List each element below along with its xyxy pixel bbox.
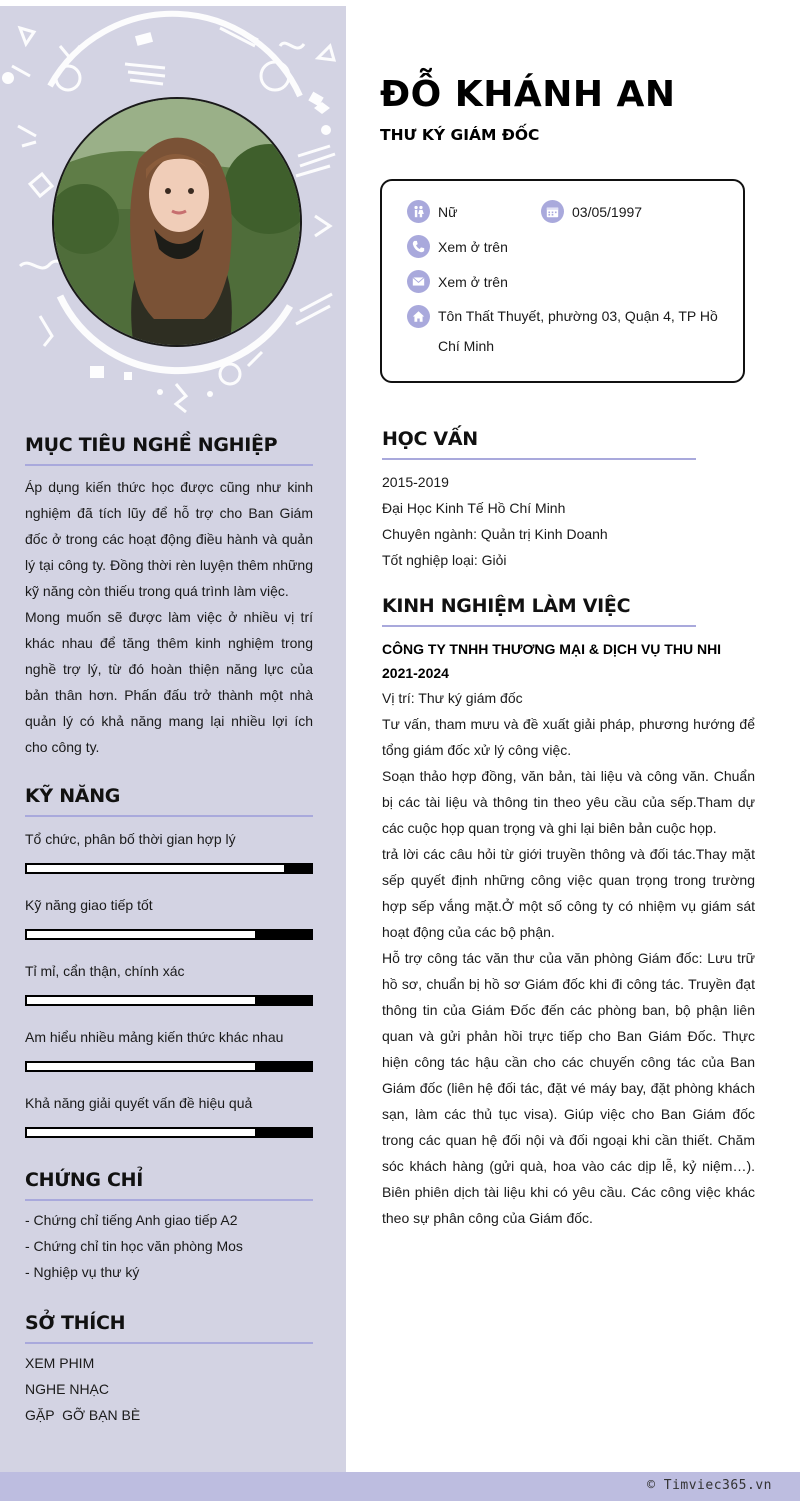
education-section — [382, 428, 755, 573]
education-line: 2015-2019 — [382, 474, 449, 490]
address-line: Tôn Thất Thuyết, phường 03, Quận 4, TP Hồ — [438, 308, 718, 324]
email-row — [407, 270, 508, 293]
skill-item — [25, 1029, 313, 1072]
skill-level-fill — [27, 997, 255, 1004]
footer — [0, 1472, 800, 1501]
certificates-title: CHỨNG CHỈ — [25, 1169, 313, 1201]
skill-item — [25, 897, 313, 940]
experience-paragraph: Soạn thảo hợp đồng, văn bản, tài liệu và công văn. Chuẩn bị các tài liệu và thông tin theo yêu cầu của sếp.Tham dự các cuộc họp quan trọng và ghi lại biên bản cuộc họp. — [382, 768, 755, 836]
gender-icon — [407, 200, 430, 223]
sidebar — [0, 6, 346, 1472]
hobbies-title: SỞ THÍCH — [25, 1312, 313, 1344]
hobby-item: NGHE NHẠC — [25, 1381, 110, 1397]
skill-item — [25, 831, 313, 874]
phone-icon — [407, 235, 430, 258]
objective-paragraph: Áp dụng kiến thức học được cũng như kinh nghiệm đã tích lũy để hỗ trợ cho Ban Giám đốc ở trong các hoạt động điều hành và quản lý tại công ty. Đồng thời rèn luyện thêm những kỹ năng còn thiếu trong quá trình làm việc. — [25, 479, 313, 599]
candidate-name: ĐỖ KHÁNH AN — [380, 74, 676, 115]
birthdate-row — [541, 200, 642, 223]
skill-level-bar — [25, 1127, 313, 1138]
skill-level-fill — [27, 931, 255, 938]
address-line: Chí Minh — [438, 338, 495, 354]
skill-level-bar — [25, 863, 313, 874]
gender-row — [407, 200, 457, 223]
skills-title: KỸ NĂNG — [25, 785, 313, 817]
hobbies-section — [25, 1312, 313, 1428]
experience-paragraph: Tư vấn, tham mưu và đề xuất giải pháp, phương hướng để tổng giám đốc xử lý công việc. — [382, 716, 755, 758]
portrait-photo-icon — [54, 99, 302, 347]
certificate-item: - Chứng chỉ tin học văn phòng Mos — [25, 1238, 243, 1254]
hobby-item: XEM PHIM — [25, 1355, 95, 1371]
objective-section — [25, 434, 313, 760]
work-position: Vị trí: Thư ký giám đốc — [382, 690, 523, 706]
envelope-icon — [407, 270, 430, 293]
certificates-section — [25, 1169, 313, 1285]
avatar — [52, 97, 302, 347]
footer-credit: © Timviec365.vn — [647, 1478, 772, 1493]
skill-label: Tỉ mỉ, cẩn thận, chính xác — [25, 963, 185, 979]
education-line: Chuyên ngành: Quản trị Kinh Doanh — [382, 526, 608, 542]
experience-section — [382, 595, 755, 1231]
skill-item — [25, 1095, 313, 1138]
skill-level-fill — [27, 1063, 255, 1070]
experience-paragraph: trả lời các câu hỏi từ giới truyền thông và đối tác.Thay mặt sếp quyết định những công việc quan trọng trong trường hợp sếp vắng mặt.Ở một số công ty có nhiệm vụ giám sát hoạt động của các bộ phận. — [382, 846, 755, 940]
skill-level-fill — [27, 1129, 255, 1136]
education-line: Tốt nghiệp loại: Giỏi — [382, 552, 507, 568]
skill-label: Tổ chức, phân bố thời gian hợp lý — [25, 831, 236, 847]
skills-section — [25, 785, 313, 1138]
skill-label: Kỹ năng giao tiếp tốt — [25, 897, 153, 913]
experience-paragraph: Hỗ trợ công tác văn thư của văn phòng Giám đốc: Lưu trữ hồ sơ, chuẩn bị hồ sơ Giám đốc khi đi công tác. Truyền đạt thông tin của Giám Đốc đến các phòng ban, bộ phận liên quan và gửi phản hồi trực tiếp cho Ban Giám Đốc. Thực hiện công tác hậu cần cho các chuyến công tác của Ban Giám đốc (liên hệ đối tác, đặt vé máy bay, đặt phòng khách sạn, làm các thủ tục visa). Giúp việc cho Ban Giám đốc trong các quan hệ đối nội và đối ngoại khi cần thiết. Chăm sóc khách hàng (gửi quà, hoa vào các dịp lễ, kỷ niệm…). Biên phiên dịch tài liệu khi có yêu cầu. Các công việc khác theo sự phân công của Giám đốc. — [382, 950, 755, 1226]
certificate-item: - Nghiệp vụ thư ký — [25, 1264, 140, 1280]
education-title: HỌC VẤN — [382, 428, 696, 460]
birthdate-value: 03/05/1997 — [572, 203, 643, 220]
objective-title: MỤC TIÊU NGHỀ NGHIỆP — [25, 434, 313, 466]
certificate-item: - Chứng chỉ tiếng Anh giao tiếp A2 — [25, 1212, 238, 1228]
job-title: THƯ KÝ GIÁM ĐỐC — [380, 126, 540, 144]
skill-label: Khả năng giải quyết vấn đề hiệu quả — [25, 1095, 253, 1111]
skill-item — [25, 963, 313, 1006]
objective-paragraph: Mong muốn sẽ được làm việc ở nhiều vị trí khác nhau để tăng thêm kinh nghiệm trong nghề trợ lý, từ đó hoàn thiện năng lực của bản thân hơn. Phấn đấu trở thành một nhà quản lý có khả năng mang lại nhiều lợi ích cho công ty. — [25, 609, 313, 755]
address-row — [407, 305, 727, 361]
skill-label: Am hiểu nhiều mảng kiến thức khác nhau — [25, 1029, 284, 1045]
phone-row — [407, 235, 508, 258]
calendar-icon — [541, 200, 564, 223]
skill-level-bar — [25, 995, 313, 1006]
gender-value: Nữ — [438, 203, 458, 220]
phone-value: Xem ở trên — [438, 238, 508, 255]
hobby-item: GẶP GỠ BẠN BÈ — [25, 1407, 141, 1423]
home-icon — [407, 305, 430, 328]
contact-card — [380, 179, 745, 383]
email-value: Xem ở trên — [438, 273, 508, 290]
skill-level-bar — [25, 929, 313, 940]
company-name: CÔNG TY TNHH THƯƠNG MẠI & DỊCH VỤ THU NHI — [382, 641, 722, 657]
skill-level-bar — [25, 1061, 313, 1072]
education-line: Đại Học Kinh Tế Hồ Chí Minh — [382, 500, 566, 516]
experience-title: KINH NGHIỆM LÀM VIỆC — [382, 595, 696, 627]
skill-level-fill — [27, 865, 284, 872]
work-period: 2021-2024 — [382, 665, 449, 681]
